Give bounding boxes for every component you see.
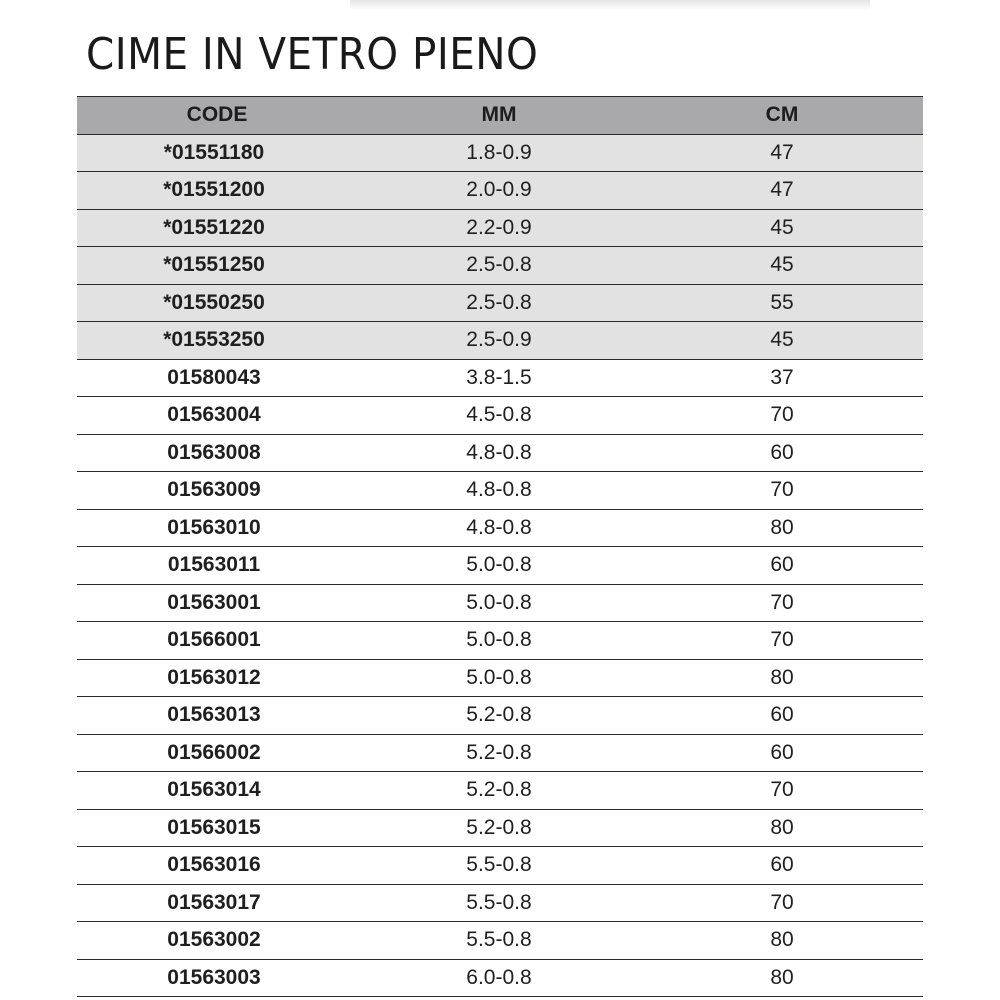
cell-mm: 3.8-1.5 [357,359,641,397]
cell-code: *01550250 [77,284,357,322]
cell-mm: 4.8-0.8 [357,509,641,547]
cell-mm: 4.8-0.8 [357,434,641,472]
cell-mm: 5.0-0.8 [357,547,641,585]
table-row [77,134,923,172]
cell-mm: 4.5-0.8 [357,397,641,435]
cell-code: 01566001 [77,622,357,660]
cell-cm: 60 [641,547,923,585]
table-row [77,584,923,622]
cell-cm: 70 [641,884,923,922]
table-row [77,472,923,510]
cell-code: 01563004 [77,397,357,435]
table-row [77,884,923,922]
cell-mm: 2.5-0.8 [357,247,641,285]
top-shadow-decoration [350,0,870,10]
table-row [77,247,923,285]
cell-mm: 2.5-0.8 [357,284,641,322]
table-row [77,322,923,360]
table-row [77,209,923,247]
table-row [77,809,923,847]
cell-code: 01563014 [77,772,357,810]
cell-code: 01563008 [77,434,357,472]
cell-mm: 1.8-0.9 [357,134,641,172]
cell-cm: 60 [641,434,923,472]
cell-cm: 70 [641,622,923,660]
cell-code: 01563009 [77,472,357,510]
cell-code: 01563002 [77,922,357,960]
table-row [77,734,923,772]
cell-mm: 2.5-0.9 [357,322,641,360]
cell-cm: 80 [641,509,923,547]
column-header-mm: MM [357,97,641,135]
cell-mm: 2.2-0.9 [357,209,641,247]
column-header-code: CODE [77,97,357,135]
table-row [77,959,923,997]
cell-code: *01551200 [77,172,357,210]
cell-cm: 70 [641,397,923,435]
cell-cm: 45 [641,209,923,247]
table-row [77,359,923,397]
table-header-row [77,97,923,135]
cell-cm: 45 [641,322,923,360]
cell-mm: 2.0-0.9 [357,172,641,210]
cell-code: 01563001 [77,584,357,622]
cell-cm: 80 [641,659,923,697]
table-row [77,397,923,435]
cell-code: *01553250 [77,322,357,360]
cell-mm: 5.5-0.8 [357,847,641,885]
cell-mm: 5.5-0.8 [357,884,641,922]
cell-code: 01563010 [77,509,357,547]
column-header-cm: CM [641,97,923,135]
cell-cm: 80 [641,922,923,960]
cell-mm: 4.8-0.8 [357,472,641,510]
cell-cm: 37 [641,359,923,397]
table-row [77,434,923,472]
cell-cm: 45 [641,247,923,285]
cell-code: 01563012 [77,659,357,697]
table-row [77,172,923,210]
table-row [77,284,923,322]
table-row [77,772,923,810]
cell-code: 01580043 [77,359,357,397]
cell-mm: 5.2-0.8 [357,734,641,772]
cell-cm: 80 [641,809,923,847]
table-row [77,922,923,960]
table-row [77,659,923,697]
cell-cm: 70 [641,472,923,510]
table-row [77,697,923,735]
product-table-container [77,96,923,997]
table-row [77,622,923,660]
cell-mm: 5.5-0.8 [357,922,641,960]
cell-code: 01563017 [77,884,357,922]
cell-mm: 5.0-0.8 [357,622,641,660]
table-body [77,134,923,997]
table-row [77,509,923,547]
cell-code: 01563013 [77,697,357,735]
cell-code: *01551250 [77,247,357,285]
cell-cm: 70 [641,584,923,622]
cell-mm: 5.0-0.8 [357,659,641,697]
product-table [77,96,923,997]
cell-cm: 55 [641,284,923,322]
cell-cm: 60 [641,697,923,735]
cell-code: *01551220 [77,209,357,247]
table-row [77,847,923,885]
table-header [77,97,923,135]
cell-cm: 70 [641,772,923,810]
cell-code: 01563003 [77,959,357,997]
page-title: CIME IN VETRO PIENO [86,29,539,80]
table-row [77,547,923,585]
cell-code: 01563015 [77,809,357,847]
cell-cm: 80 [641,959,923,997]
cell-cm: 47 [641,172,923,210]
cell-mm: 5.2-0.8 [357,697,641,735]
cell-mm: 5.2-0.8 [357,772,641,810]
cell-mm: 5.2-0.8 [357,809,641,847]
cell-cm: 60 [641,734,923,772]
cell-code: 01563011 [77,547,357,585]
cell-cm: 47 [641,134,923,172]
cell-code: *01551180 [77,134,357,172]
cell-mm: 6.0-0.8 [357,959,641,997]
cell-cm: 60 [641,847,923,885]
cell-code: 01563016 [77,847,357,885]
cell-code: 01566002 [77,734,357,772]
cell-mm: 5.0-0.8 [357,584,641,622]
